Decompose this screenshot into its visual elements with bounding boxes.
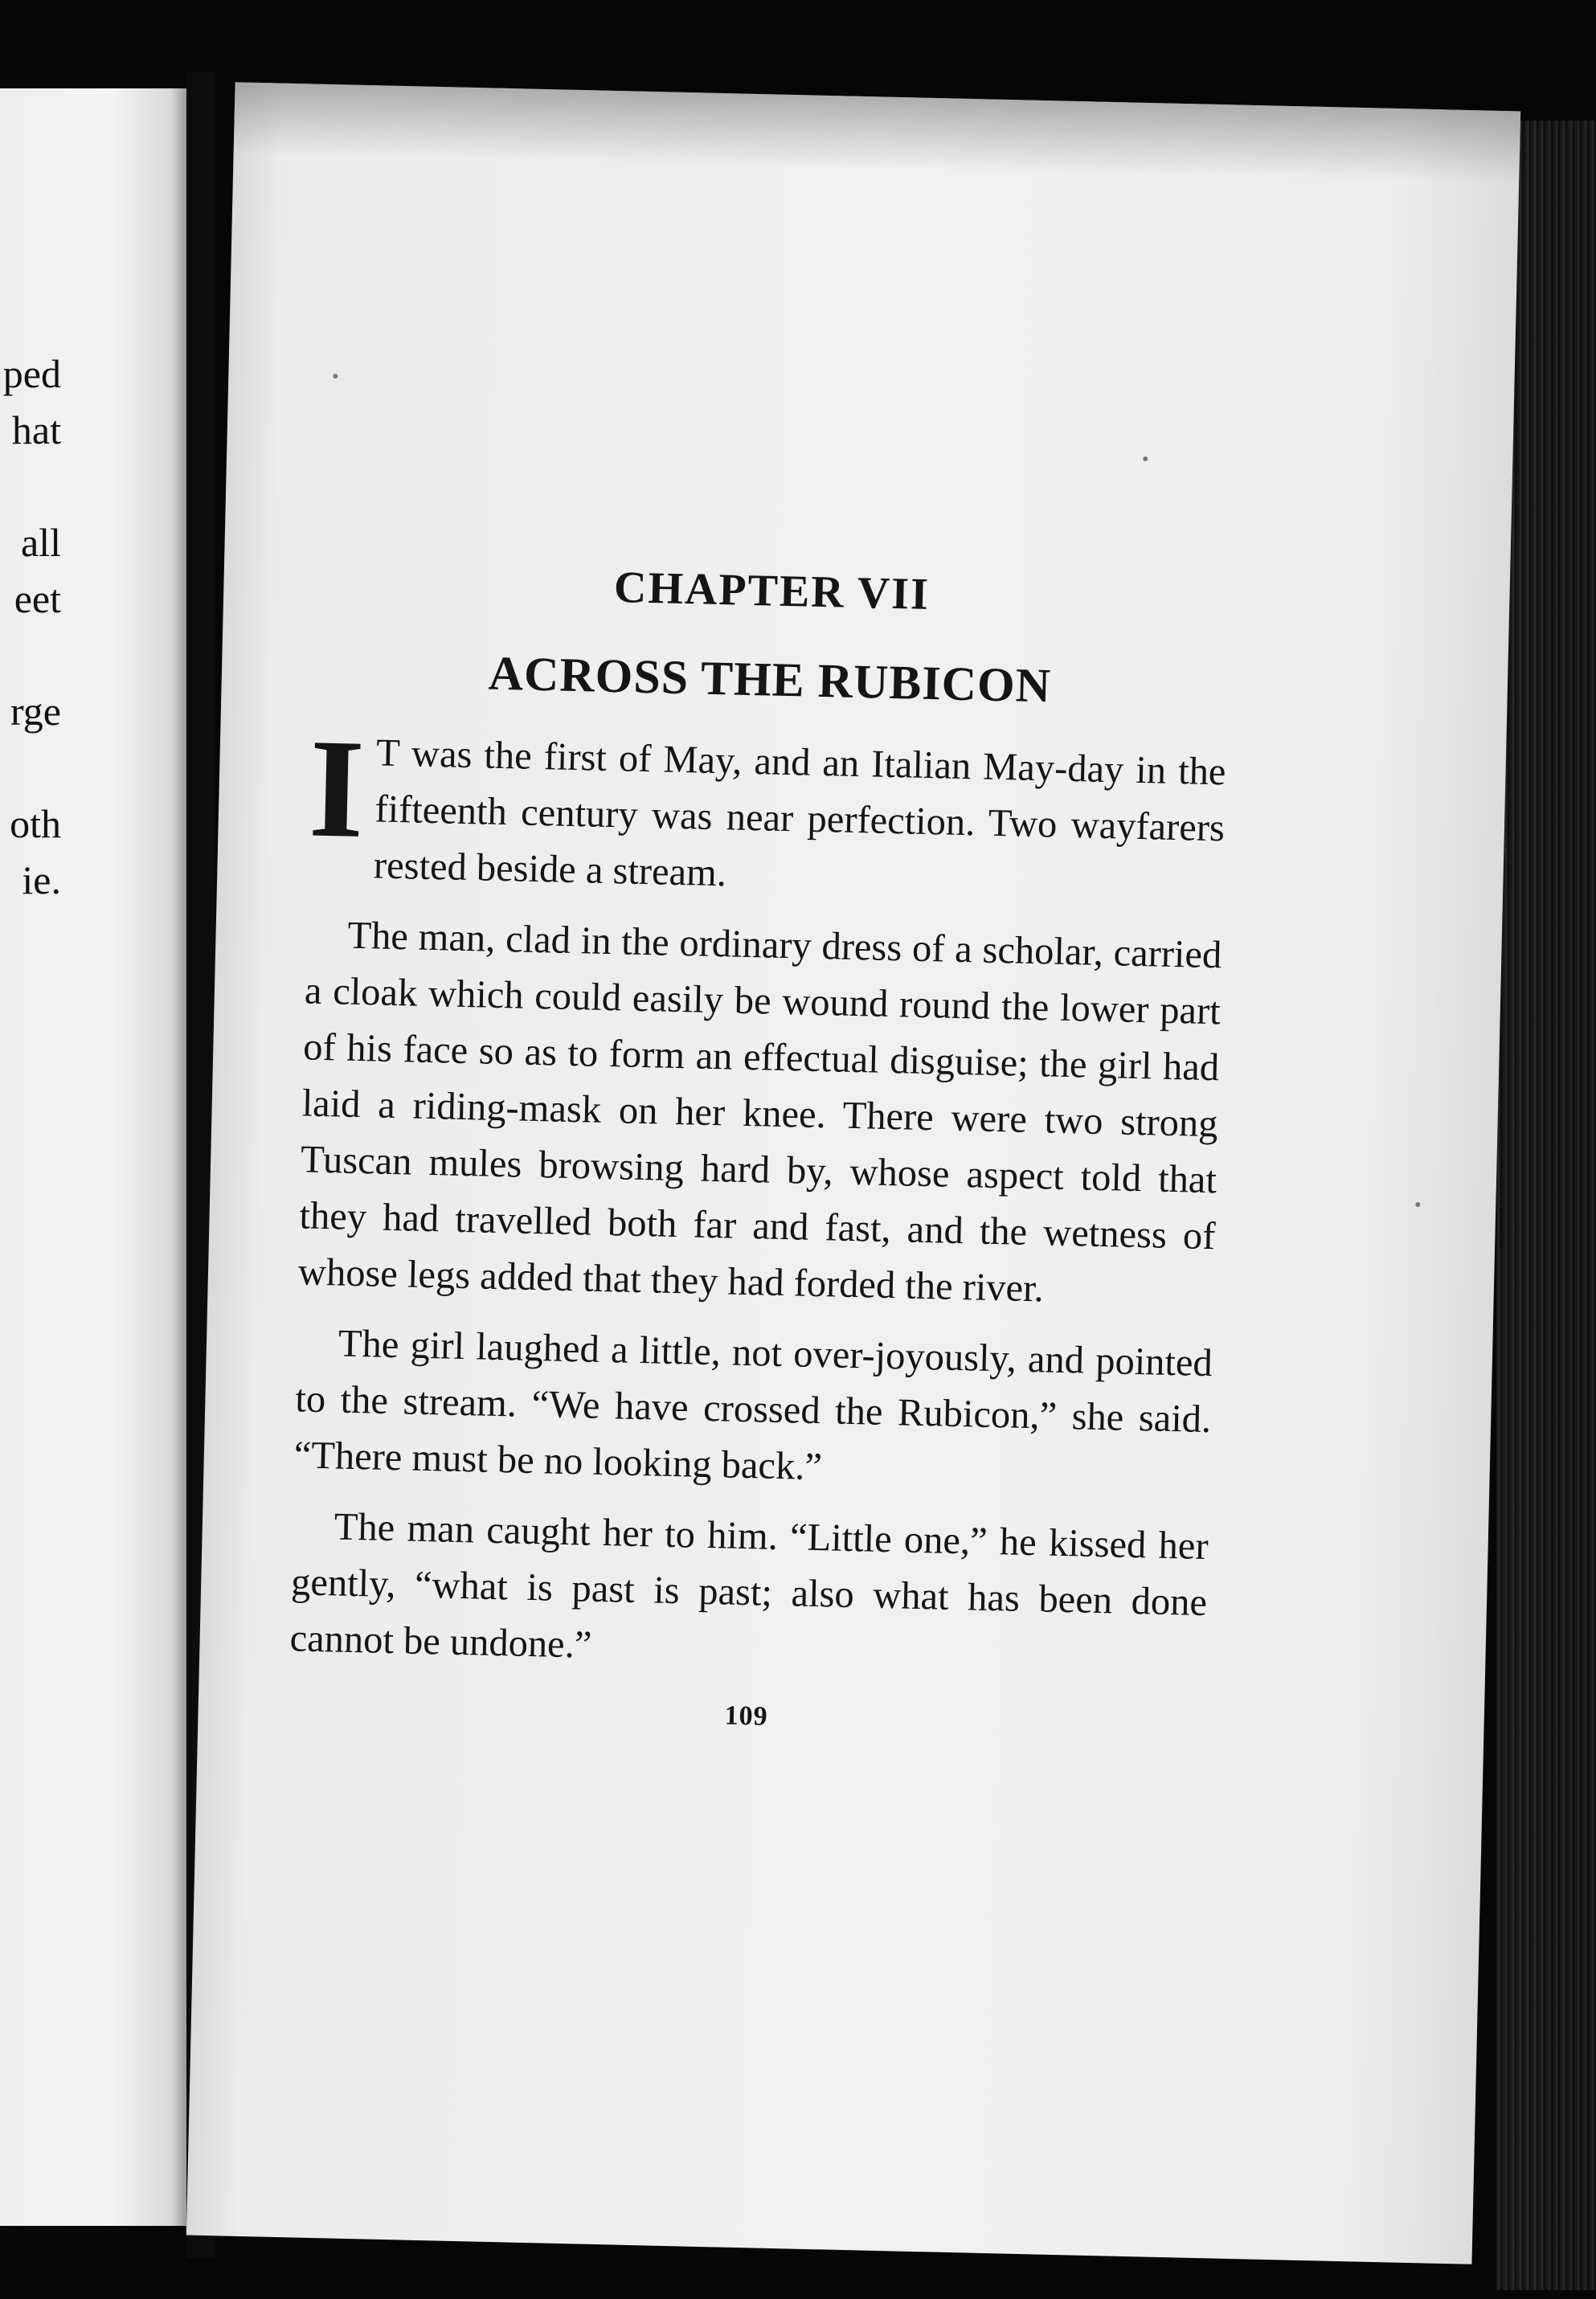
paragraph: The man caught her to him. “Little one,” he kissed her gently, “what is past is past; also what has been done cannot be undone.” bbox=[289, 1505, 1209, 1667]
dust-speck bbox=[333, 374, 338, 378]
drop-cap: I bbox=[307, 710, 366, 869]
left-page-line: rge bbox=[10, 689, 61, 734]
page-number: 109 bbox=[724, 1700, 769, 1732]
left-page-line: hat bbox=[11, 407, 61, 452]
left-page-line: ie. bbox=[22, 857, 61, 902]
paragraph: The girl laughed a little, not over-joyously, and pointed to the stream. “We have crossed the Rubicon,” she said. “There must be no looking back.” bbox=[293, 1322, 1213, 1489]
left-page-line: ped bbox=[2, 351, 61, 396]
previous-page-fragment bbox=[0, 88, 186, 2226]
paragraph-text: T was the first of May, and an Italian May-day in the fifteenth century was near perfection. Two wayfarers rested beside a stream. bbox=[373, 731, 1227, 895]
left-page-line: oth bbox=[10, 801, 61, 846]
chapter-number: CHAPTER VII bbox=[613, 562, 931, 620]
page-shadow bbox=[234, 82, 1521, 183]
paragraph: The man, clad in the ordinary dress of a scholar, carried a cloak which could easily be wound round the lower part of his face so as to form an effectual disguise; the girl had laid a riding-mask on her knee. There were two strong Tuscan mules browsing hard by, whose aspect told that they had travelled both far and fast, and the wetness of whose legs added that they had forded the river. bbox=[297, 914, 1222, 1311]
book-page bbox=[186, 82, 1520, 2264]
chapter-title: ACROSS THE RUBICON bbox=[488, 646, 1052, 713]
left-page-line: eet bbox=[14, 576, 61, 621]
dust-speck bbox=[1415, 1202, 1420, 1207]
paragraph bbox=[307, 710, 1227, 914]
dust-speck bbox=[1143, 456, 1148, 461]
left-page-line: all bbox=[21, 520, 61, 565]
page-text bbox=[288, 558, 1230, 1742]
